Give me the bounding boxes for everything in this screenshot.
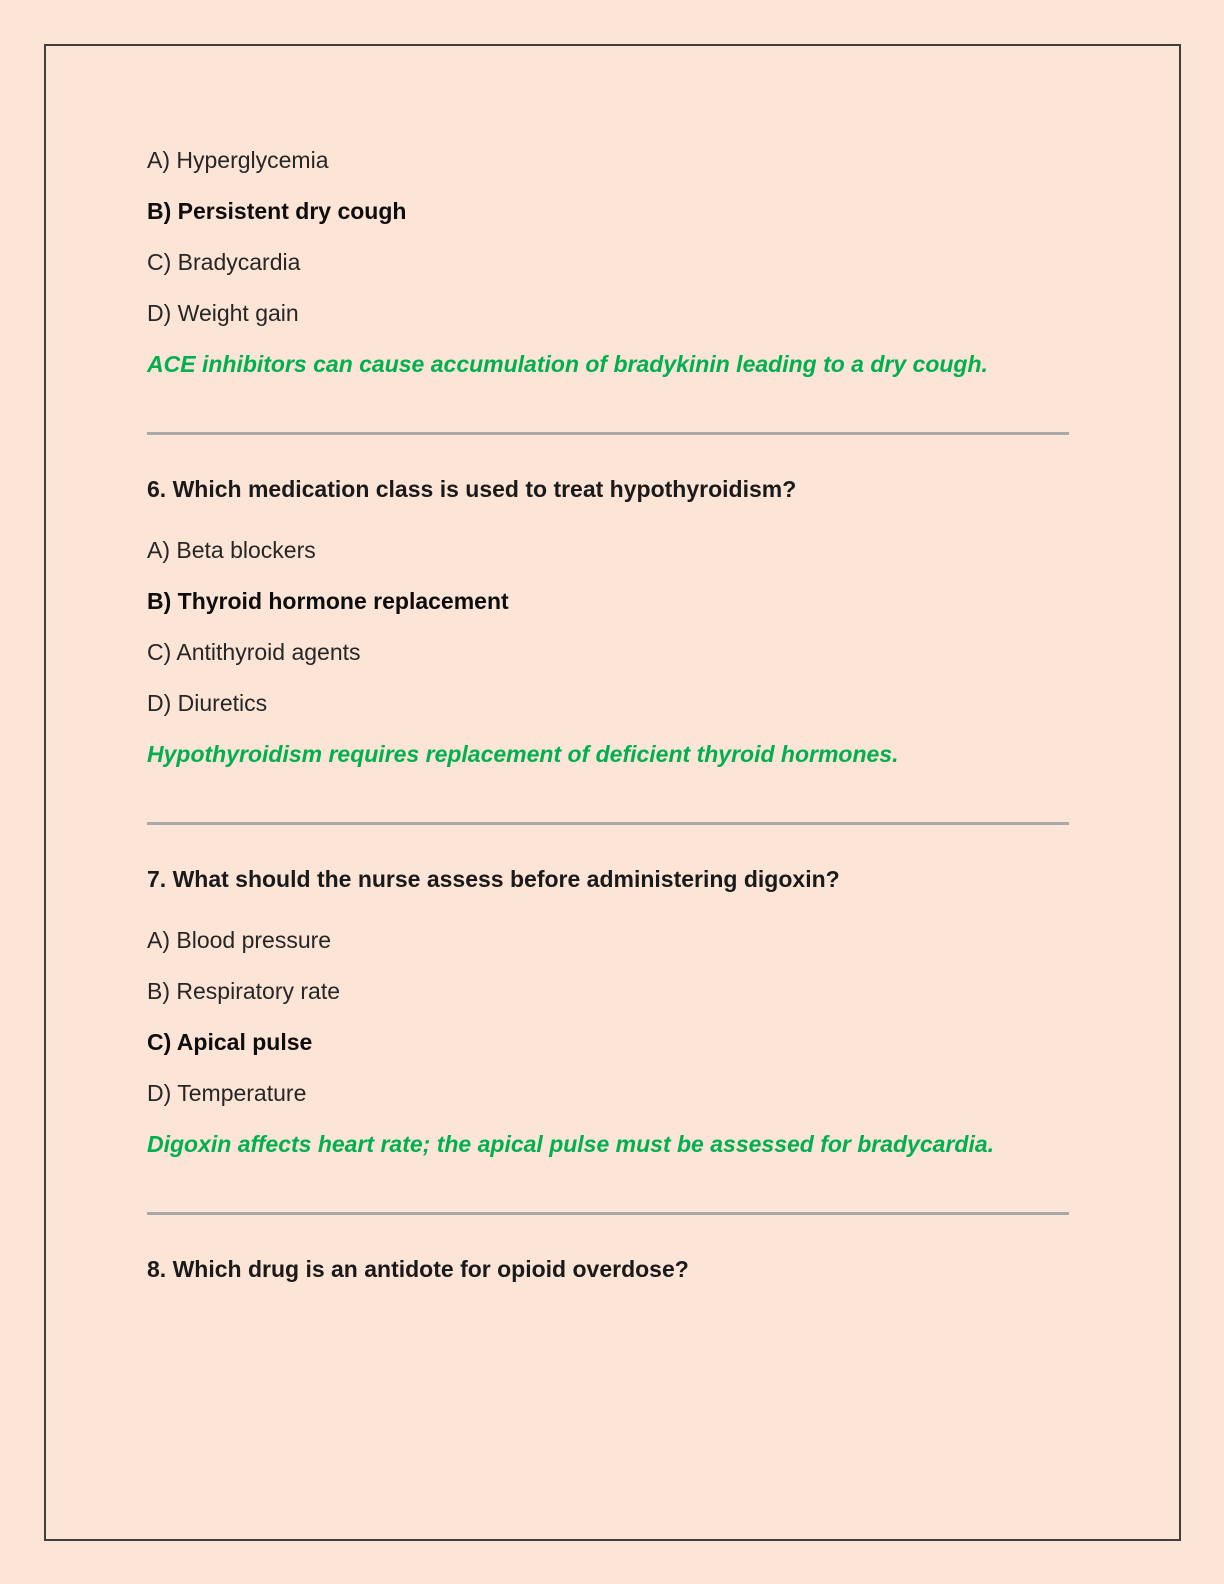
question-block-7 (147, 865, 1069, 1158)
rationale-text: Hypothyroidism requires replacement of deficient thyroid hormones. (147, 741, 899, 767)
rationale-text: ACE inhibitors can cause accumulation of bradykinin leading to a dry cough. (147, 351, 988, 377)
answer-option-a: A) Blood pressure (147, 927, 332, 953)
answer-option-c: C) Bradycardia (147, 249, 301, 275)
answer-option-a: A) Beta blockers (147, 537, 316, 563)
section-divider (147, 822, 1069, 825)
answer-option-c-correct: C) Apical pulse (147, 1029, 313, 1055)
question-block-6 (147, 475, 1069, 768)
answer-option-d: D) Weight gain (147, 300, 299, 326)
section-divider (147, 1212, 1069, 1215)
question-block-8 (147, 1255, 1069, 1283)
question-block-partial (147, 146, 1069, 378)
answer-option-c: C) Antithyroid agents (147, 639, 361, 665)
answer-option-d: D) Diuretics (147, 690, 268, 716)
question-title: 8. Which drug is an antidote for opioid overdose? (147, 1256, 689, 1282)
question-title: 6. Which medication class is used to treat hypothyroidism? (147, 476, 797, 502)
answer-option-d: D) Temperature (147, 1080, 307, 1106)
answer-option-b: B) Respiratory rate (147, 978, 341, 1004)
answer-option-b-correct: B) Persistent dry cough (147, 198, 407, 224)
section-divider (147, 432, 1069, 435)
answer-option-a: A) Hyperglycemia (147, 147, 329, 173)
question-title: 7. What should the nurse assess before administering digoxin? (147, 866, 840, 892)
rationale-text: Digoxin affects heart rate; the apical pulse must be assessed for bradycardia. (147, 1131, 995, 1157)
page-border-frame (44, 44, 1181, 1541)
answer-option-b-correct: B) Thyroid hormone replacement (147, 588, 509, 614)
quiz-content (46, 46, 1179, 1283)
